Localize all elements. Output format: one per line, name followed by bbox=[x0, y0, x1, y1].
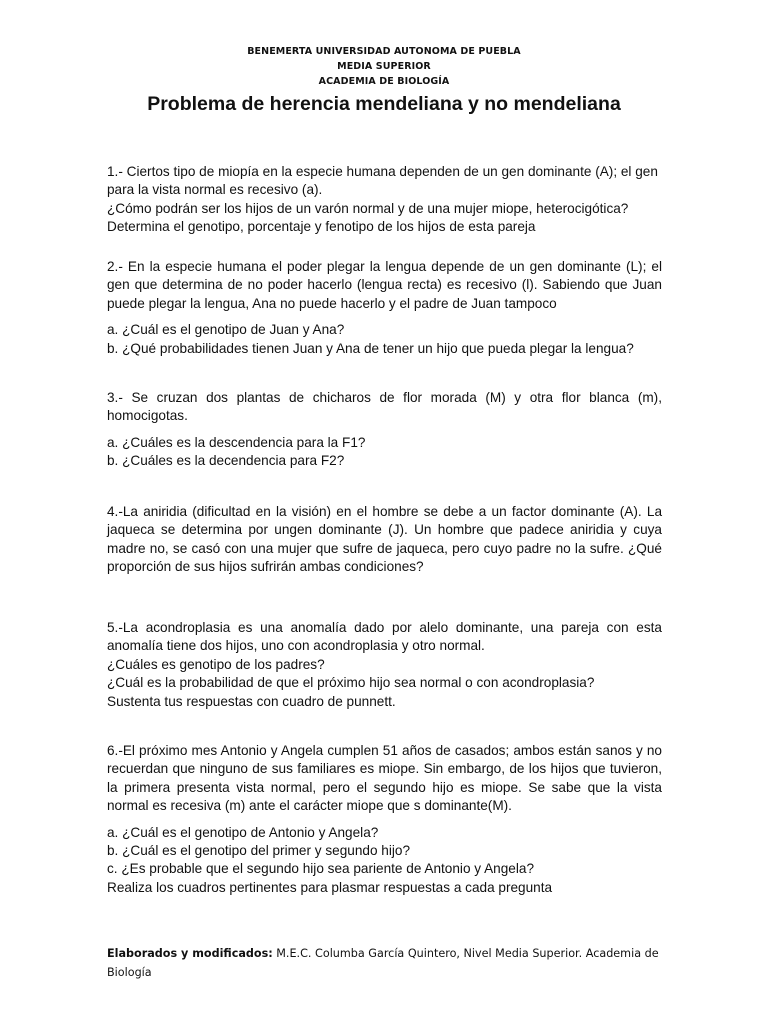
education-level: MEDIA SUPERIOR bbox=[337, 61, 431, 72]
problem-6-instruction: Realiza los cuadros pertinentes para plasmar respuestas a cada pregunta bbox=[107, 879, 553, 895]
problem-3-statement: 3.- Se cruzan dos plantas de chicharos de flor morada (M) y otra flor blanca (m), homocigotas. bbox=[107, 390, 662, 424]
problem-1-line: ¿Cómo podrán ser los hijos de un varón normal y de una mujer miope, heterocigótica? bbox=[107, 200, 629, 216]
problem-6-statement: 6.-El próximo mes Antonio y Angela cumplen 51 años de casados; ambos están sanos y no recuerdan que ninguno de sus familiares es miope. Sin embargo, de los hijos que tuvieron, la primera presenta vista normal, pero el segundo hijo es miope. Se sabe que la vista normal es recesiva (m) ante el carácter miope que s dominante(M). bbox=[107, 743, 662, 814]
problem-6-question-a: a. ¿Cuál es el genotipo de Antonio y Angela? bbox=[107, 824, 379, 840]
problem-5-line: ¿Cuál es la probabilidad de que el próximo hijo sea normal o con acondroplasia? bbox=[107, 675, 595, 691]
problem-1-line: para la vista normal es recesivo (a). bbox=[107, 182, 323, 198]
problem-3 bbox=[107, 389, 662, 471]
problem-1 bbox=[107, 163, 662, 237]
problem-2-statement: 2.- En la especie humana el poder plegar la lengua depende de un gen dominante (L); el gen que determina de no poder hacerlo (lengua recta) es recesivo (l). Sabiendo que Juan puede plegar la lengua, Ana no puede hacerlo y el padre de Juan tampoco bbox=[107, 259, 662, 311]
problem-2 bbox=[107, 258, 662, 358]
problem-6-question-c: c. ¿Es probable que el segundo hijo sea pariente de Antonio y Angela? bbox=[107, 861, 535, 877]
footer-credits: M.E.C. Columba García Quintero, Nivel Media Superior. Academia de Biología bbox=[107, 947, 659, 979]
document-footer bbox=[107, 944, 667, 982]
problem-2-question-b: b. ¿Qué probabilidades tienen Juan y Ana de tener un hijo que pueda plegar la lengua? bbox=[107, 340, 634, 356]
problem-4 bbox=[107, 503, 662, 577]
document-header bbox=[0, 44, 768, 89]
problem-5-statement: 5.-La acondroplasia es una anomalía dado por alelo dominante, una pareja con esta anomalía tiene dos hijos, uno con acondroplasia y otro normal. bbox=[107, 620, 662, 654]
problem-1-line: 1.- Ciertos tipo de miopía en la especie humana dependen de un gen dominante (A); el gen bbox=[107, 164, 658, 179]
page-title: Problema de herencia mendeliana y no mendeliana bbox=[147, 93, 621, 115]
problem-6-question-b: b. ¿Cuál es el genotipo del primer y segundo hijo? bbox=[107, 843, 411, 859]
problem-3-question-b: b. ¿Cuáles es la decendencia para F2? bbox=[107, 453, 345, 469]
academy-name: ACADEMIA DE BIOLOGÍA bbox=[318, 76, 450, 87]
problem-1-line: Determina el genotipo, porcentaje y fenotipo de los hijos de esta pareja bbox=[107, 219, 536, 235]
university-name: BENEMERTA UNIVERSIDAD AUTONOMA DE PUEBLA bbox=[247, 46, 521, 57]
footer-label: Elaborados y modificados: bbox=[107, 947, 273, 960]
problem-5 bbox=[107, 619, 662, 711]
problem-5-line: ¿Cuáles es genotipo de los padres? bbox=[107, 656, 325, 672]
problem-4-statement: 4.-La aniridia (dificultad en la visión) en el hombre se debe a un factor dominante (A). La jaqueca se determina por ungen dominante (J). Un hombre que padece aniridia y cuya madre no, se casó con una mujer que sufre de jaqueca, pero cuyo padre no la sufre. ¿Qué proporción de sus hijos sufrirán ambas condiciones? bbox=[107, 504, 662, 575]
problem-5-line: Sustenta tus respuestas con cuadro de punnett. bbox=[107, 693, 396, 709]
problem-6 bbox=[107, 742, 662, 897]
problem-2-question-a: a. ¿Cuál es el genotipo de Juan y Ana? bbox=[107, 322, 345, 338]
problem-3-question-a: a. ¿Cuáles es la descendencia para la F1? bbox=[107, 434, 366, 450]
